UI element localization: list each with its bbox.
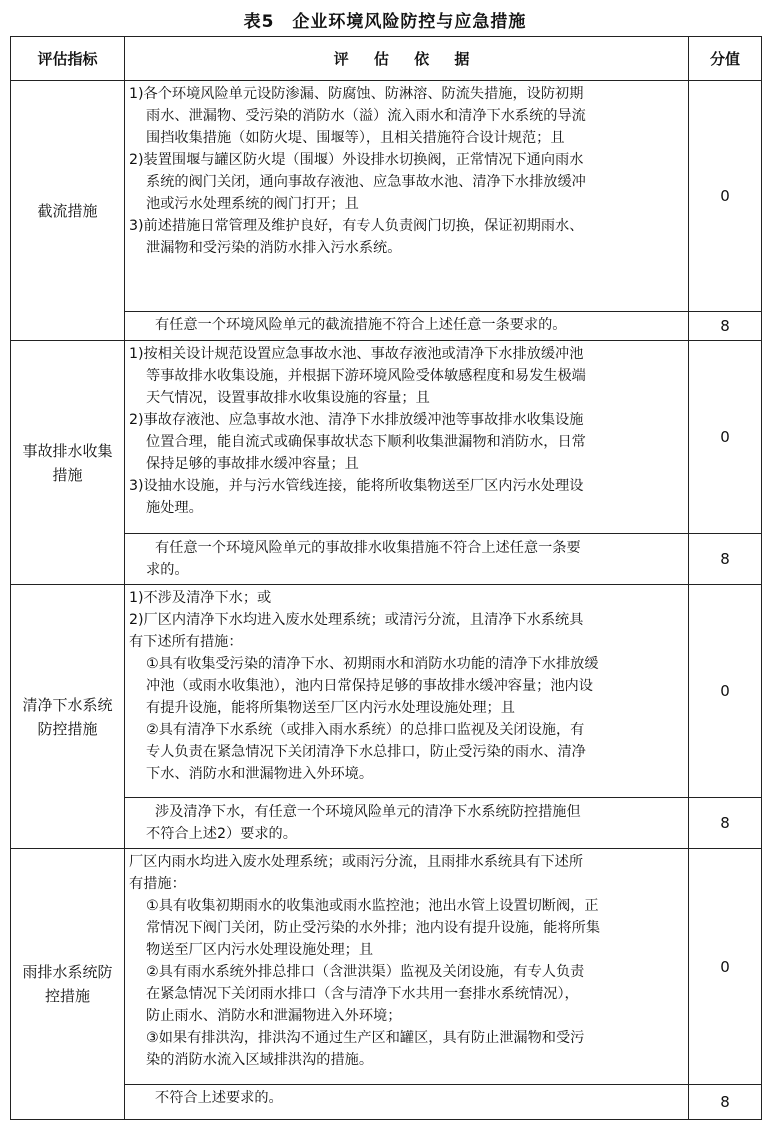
fail-condition-text: 涉及清净下水，有任意一个环境风险单元的清净下水系统防控措施但 [155,804,581,820]
criteria-line: 下水、消防水和泄漏物进入外环境。 [146,766,374,782]
table-header-row [11,37,762,81]
criteria-line: 2)装置围堰与罐区防火堤（围堰）外设排水切换阀，正常情况下通向雨水 [129,152,584,168]
criteria-line: 雨水、泄漏物、受污染的消防水（溢）流入雨水和清净下水系统的导流 [146,108,586,124]
criteria-line: 1)各个环境风险单元设防渗漏、防腐蚀、防淋溶、防流失措施，设防初期 [129,86,584,102]
risk-measures-table [10,36,762,1120]
criteria-line: ②具有清净下水系统（或排入雨水系统）的总排口监视及关闭设施，有 [146,722,585,738]
criteria-line: 2)事故存液池、应急事故水池、清净下水排放缓冲池等事故排水收集设施 [129,412,584,428]
criteria-line: 冲池（或雨水收集池），池内日常保持足够的事故排水缓冲容量；池内设 [146,678,593,694]
criteria-line: 1)按相关设计规范设置应急事故水池、事故存液池或清净下水排放缓冲池 [129,346,584,362]
criteria-line: 施处理。 [146,500,203,516]
fail-condition-text: 不符合上述要求的。 [155,1090,283,1106]
score-cell: 8 [689,534,762,585]
criteria-line: 专人负责在紧急情况下关闭清净下水总排口，防止受污染的雨水、清净 [146,744,586,760]
criteria-line: 围挡收集措施（如防火堤、围堰等），且相关措施符合设计规范；且 [146,130,565,146]
score-cell: 0 [689,585,762,798]
criteria-cell [125,341,689,534]
header-basis: 评 估 依 据 [125,37,689,81]
indicator-label: 措施 [52,465,83,484]
score-cell: 8 [689,312,762,341]
table-row [11,341,762,534]
criteria-line: 池或污水处理系统的阀门打开；且 [146,196,359,212]
score-cell: 0 [689,81,762,312]
table-row [11,81,762,312]
indicator-label: 事故排水收集 [22,441,113,460]
criteria-line: ①具有收集受污染的清净下水、初期雨水和消防水功能的清净下水排放缓 [146,656,599,672]
indicator-label: 防控措施 [37,719,98,738]
criteria-line: 物送至厂区内污水处理设施处理；且 [146,942,374,958]
criteria-line: 泄漏物和受污染的消防水排入污水系统。 [146,240,402,256]
header-score: 分值 [689,37,762,81]
indicator-cell [11,849,125,1120]
header-indicator: 评估指标 [11,37,125,81]
table-title: 表5 企业环境风险防控与应急措施 [243,12,527,32]
criteria-line: 等事故排水收集设施，并根据下游环境风险受体敏感程度和易发生极端 [146,368,586,384]
criteria-line: 位置合理，能自流式或确保事故状态下顺利收集泄漏物和消防水，日常 [146,434,586,450]
indicator-label: 雨排水系统防 [22,963,113,981]
score-cell: 0 [689,341,762,534]
criteria-line: ③如果有排洪沟，排洪沟不通过生产区和罐区，具有防止泄漏物和受污 [146,1030,585,1046]
criteria-line: 系统的阀门关闭，通向事故存液池、应急事故水池、清净下水排放缓冲 [146,174,586,190]
criteria-line: 有提升设施，能将所集物送至厂区内污水处理设施处理；且 [146,700,515,716]
fail-condition-cell [125,1085,689,1120]
indicator-label: 截流措施 [37,201,98,220]
criteria-cell [125,585,689,798]
criteria-line: 有下述所有措施： [129,634,243,650]
indicator-label: 控措施 [44,987,90,1005]
criteria-line: 防止雨水、消防水和泄漏物进入外环境； [146,1008,402,1024]
table-row [11,585,762,798]
criteria-line: 3)前述措施日常管理及维护良好，有专人负责阀门切换，保证初期雨水、 [129,218,584,234]
criteria-cell [125,81,689,312]
fail-condition-cell [125,798,689,849]
fail-condition-text: 有任意一个环境风险单元的截流措施不符合上述任意一条要求的。 [155,317,567,333]
criteria-line: 厂区内雨水均进入废水处理系统；或雨污分流，且雨排水系统具有下述所 [129,854,584,870]
criteria-line: 2)厂区内清净下水均进入废水处理系统；或清污分流，且清净下水系统具 [129,612,584,628]
indicator-cell [11,81,125,341]
fail-condition-cell [125,534,689,585]
fail-condition-text: 求的。 [146,562,189,578]
fail-condition-text: 有任意一个环境风险单元的事故排水收集措施不符合上述任意一条要 [155,540,581,556]
criteria-line: 在紧急情况下关闭雨水排口（含与清净下水共用一套排水系统情况）， [146,986,579,1002]
fail-condition-text: 不符合上述2）要求的。 [146,826,297,842]
criteria-cell [125,849,689,1085]
criteria-line: 有措施： [129,876,186,892]
score-cell: 8 [689,1085,762,1120]
score-cell: 8 [689,798,762,849]
indicator-cell [11,341,125,585]
criteria-line: 天气情况，设置事故排水收集设施的容量；且 [146,390,430,406]
fail-condition-cell [125,312,689,341]
criteria-line: ②具有雨水系统外排总排口（含泄洪渠）监视及关闭设施，有专人负责 [146,964,585,980]
indicator-cell [11,585,125,849]
indicator-label: 清净下水系统 [22,695,113,714]
criteria-line: 常情况下阀门关闭，防止受污染的水外排；池内设有提升设施，能将所集 [146,920,601,936]
criteria-line: 3)设抽水设施，并与污水管线连接，能将所收集物送至厂区内污水处理设 [129,478,584,494]
criteria-line: ①具有收集初期雨水的收集池或雨水监控池；池出水管上设置切断阀，正 [146,898,599,914]
table-row [11,849,762,1085]
score-cell: 0 [689,849,762,1085]
criteria-line: 染的消防水流入区域排洪沟的措施。 [146,1052,374,1068]
criteria-line: 1)不涉及清净下水；或 [129,590,272,606]
criteria-line: 保持足够的事故排水缓冲容量；且 [146,456,359,472]
